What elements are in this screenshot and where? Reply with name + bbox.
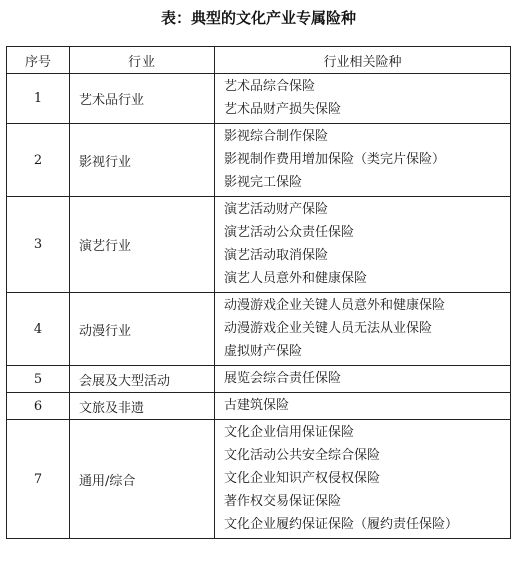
risk-item: 古建筑保险: [224, 398, 290, 413]
row-industry: 演艺行业: [70, 197, 215, 293]
risk-item: 演艺活动取消保险: [224, 248, 329, 263]
risk-item: 文化企业知识产权侵权保险: [224, 471, 381, 486]
insurance-table: [6, 46, 511, 539]
table-row: [7, 420, 511, 539]
risk-item: 影视制作费用增加保险（类完片保险）: [224, 152, 446, 167]
row-risks: [215, 124, 511, 197]
risk-item: 艺术品综合保险: [224, 79, 316, 94]
table-row: [7, 74, 511, 124]
header-seq: 序号: [7, 47, 70, 74]
table-row: [7, 393, 511, 420]
risk-item: 动漫游戏企业关键人员意外和健康保险: [224, 298, 446, 313]
header-risks: 行业相关险种: [215, 47, 511, 74]
risk-item: 演艺人员意外和健康保险: [224, 271, 368, 286]
table-row: [7, 124, 511, 197]
header-industry: 行业: [70, 47, 215, 74]
row-industry: 会展及大型活动: [70, 366, 215, 393]
row-number: 3: [7, 197, 70, 293]
row-industry: 动漫行业: [70, 293, 215, 366]
row-risks: [215, 74, 511, 124]
row-industry: 艺术品行业: [70, 74, 215, 124]
table-row: [7, 197, 511, 293]
risk-item: 虚拟财产保险: [224, 344, 303, 359]
row-risks: [215, 293, 511, 366]
row-industry: 文旅及非遗: [70, 393, 215, 420]
table-row: [7, 366, 511, 393]
row-number: 4: [7, 293, 70, 366]
row-risks: [215, 393, 511, 420]
risk-item: 展览会综合责任保险: [224, 371, 342, 386]
row-industry: 通用/综合: [70, 420, 215, 539]
table-title: 表：典型的文化产业专属险种: [160, 9, 356, 27]
risk-item: 著作权交易保证保险: [224, 494, 342, 509]
row-risks: [215, 197, 511, 293]
risk-item: 文化活动公共安全综合保险: [224, 448, 381, 463]
table-body: [7, 74, 511, 539]
row-number: 6: [7, 393, 70, 420]
row-number: 7: [7, 420, 70, 539]
table-row: [7, 293, 511, 366]
risk-item: 艺术品财产损失保险: [224, 102, 342, 117]
risk-item: 影视完工保险: [224, 175, 303, 190]
row-industry: 影视行业: [70, 124, 215, 197]
risk-item: 影视综合制作保险: [224, 129, 329, 144]
risk-item: 动漫游戏企业关键人员无法从业保险: [224, 321, 433, 336]
table-header-row: [7, 47, 511, 74]
row-number: 1: [7, 74, 70, 124]
risk-item: 文化企业履约保证保险（履约责任保险）: [224, 517, 459, 532]
row-risks: [215, 420, 511, 539]
row-number: 5: [7, 366, 70, 393]
row-risks: [215, 366, 511, 393]
row-number: 2: [7, 124, 70, 197]
risk-item: 文化企业信用保证保险: [224, 425, 355, 440]
risk-item: 演艺活动财产保险: [224, 202, 329, 217]
risk-item: 演艺活动公众责任保险: [224, 225, 355, 240]
